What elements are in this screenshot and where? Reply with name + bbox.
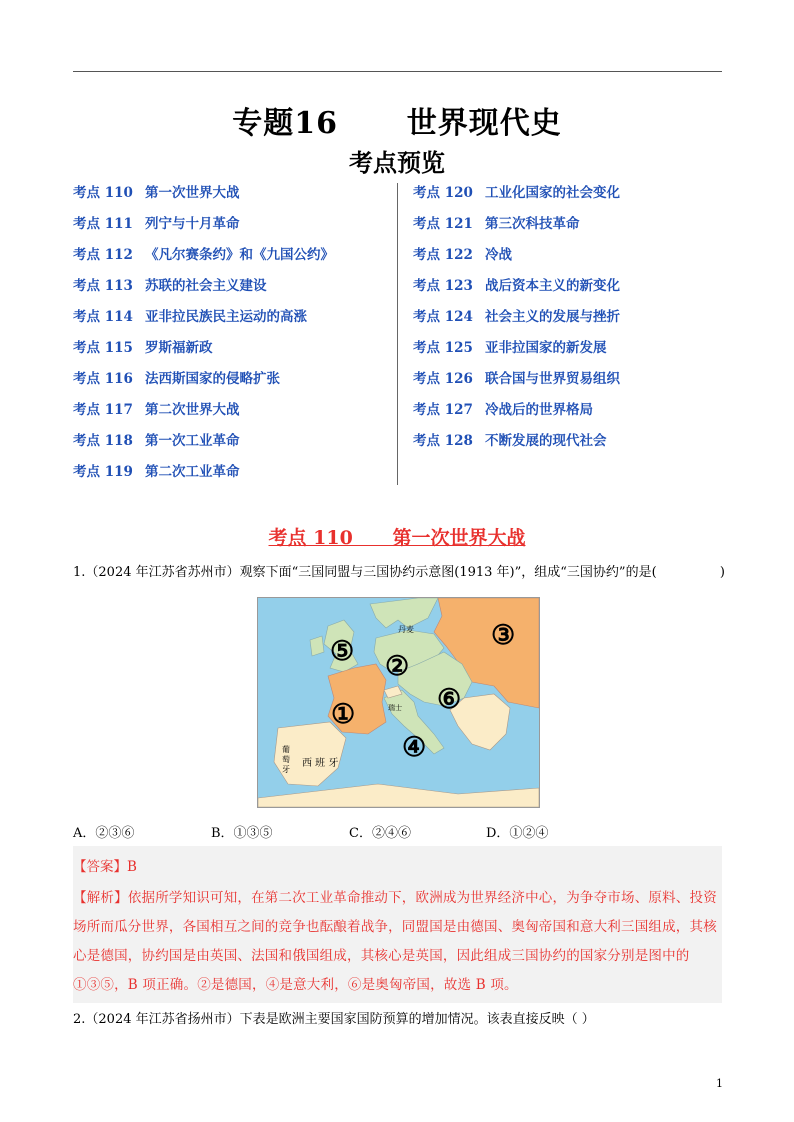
toc-item-code: 考点 123 bbox=[413, 278, 473, 294]
map-marker-1: ① bbox=[331, 699, 356, 730]
toc-right-item[interactable] bbox=[413, 213, 733, 244]
toc-item-code: 考点 119 bbox=[73, 464, 133, 480]
map-label-denmark: 丹麦 bbox=[398, 625, 414, 634]
toc-item-name: 第二次工业革命 bbox=[145, 464, 240, 480]
toc-item-name: 列宁与十月革命 bbox=[145, 216, 240, 232]
map-label-portugal-3: 牙 bbox=[282, 765, 290, 774]
europe-alliance-map bbox=[257, 597, 540, 808]
page-title: 专题16 世界现代史 bbox=[232, 106, 562, 141]
page-number: 1 bbox=[716, 1077, 723, 1090]
toc-right-item[interactable] bbox=[413, 430, 733, 461]
toc-item-code: 考点 113 bbox=[73, 278, 133, 294]
question-2-text: 2.（2024 年江苏省扬州市）下表是欧洲主要国家国防预算的增加情况。该表直接反映（ ） bbox=[73, 1012, 595, 1027]
toc-item-name: 罗斯福新政 bbox=[145, 340, 213, 356]
toc-right-item[interactable] bbox=[413, 306, 733, 337]
toc-item-name: 第三次科技革命 bbox=[485, 216, 580, 232]
analysis bbox=[73, 884, 722, 1000]
toc-item-code: 考点 121 bbox=[413, 216, 473, 232]
toc-item-name: 苏联的社会主义建设 bbox=[145, 278, 267, 294]
map-label-spain: 西 班 牙 bbox=[302, 758, 339, 769]
toc-left-item[interactable] bbox=[73, 399, 391, 430]
map-marker-2: ② bbox=[385, 651, 410, 682]
toc-item-name: 工业化国家的社会变化 bbox=[485, 185, 620, 201]
toc-right-column bbox=[413, 182, 733, 461]
map-ireland bbox=[310, 636, 324, 656]
option-d: D．①②④ bbox=[486, 826, 549, 841]
toc-item-code: 考点 128 bbox=[413, 433, 473, 449]
question-1-text: 1.（2024 年江苏省苏州市）观察下面“三国同盟与三国协约示意图(1913 年)”，组成“三国协约”的是( bbox=[73, 565, 657, 580]
toc-left-column bbox=[73, 182, 391, 492]
toc-right-item[interactable] bbox=[413, 275, 733, 306]
question-1-paren: ) bbox=[719, 565, 725, 580]
map-marker-4: ④ bbox=[402, 732, 427, 763]
option-b: B．①③⑤ bbox=[211, 826, 273, 841]
toc-item-code: 考点 126 bbox=[413, 371, 473, 387]
toc-item-code: 考点 117 bbox=[73, 402, 133, 418]
question-1 bbox=[73, 563, 725, 583]
toc-item-code: 考点 118 bbox=[73, 433, 133, 449]
toc-left-item[interactable] bbox=[73, 461, 391, 492]
toc-item-code: 考点 124 bbox=[413, 309, 473, 325]
top-rule bbox=[73, 71, 722, 72]
toc-item-name: 联合国与世界贸易组织 bbox=[485, 371, 620, 387]
toc-divider bbox=[397, 183, 398, 485]
question-2 bbox=[73, 1010, 725, 1030]
map-marker-5: ⑤ bbox=[330, 636, 355, 667]
toc-left-item[interactable] bbox=[73, 244, 391, 275]
section-heading bbox=[0, 523, 794, 550]
page-subtitle: 考点预览 bbox=[349, 148, 445, 177]
toc-item-name: 第一次世界大战 bbox=[145, 185, 240, 201]
answer-box bbox=[73, 846, 722, 1003]
map-label-portugal-1: 葡 bbox=[282, 745, 290, 754]
toc-item-name: 冷战 bbox=[485, 247, 512, 263]
analysis-text: 依据所学知识可知，在第二次工业革命推动下，欧洲成为世界经济中心，为争夺市场、原料、投资场所而瓜分世界，各国相互之间的竞争也酝酿着战争，同盟国是由德国、奥匈帝国和意大利三国组成，其核心是德国，协约国是由英国、法国和俄国组成，其核心是英国，因此组成三国协约的国家分别是图中的①③⑤，B 项正确。②是德国，④是意大利，⑥是奥匈帝国，故选 B 项。 bbox=[73, 890, 717, 993]
map-marker-6: ⑥ bbox=[437, 684, 462, 715]
map-north-africa bbox=[258, 784, 539, 807]
toc-item-code: 考点 110 bbox=[73, 185, 133, 201]
answer-line bbox=[73, 855, 137, 875]
map-marker-3: ③ bbox=[491, 620, 516, 651]
toc-right-item[interactable] bbox=[413, 244, 733, 275]
analysis-label: 【解析】 bbox=[73, 890, 128, 906]
map-label-switzerland: 瑞士 bbox=[388, 704, 402, 712]
toc-left-item[interactable] bbox=[73, 368, 391, 399]
toc-item-code: 考点 111 bbox=[73, 216, 133, 232]
answer-label: 【答案】 bbox=[73, 859, 127, 875]
toc-left-item[interactable] bbox=[73, 337, 391, 368]
answer-value: B bbox=[127, 859, 137, 875]
toc-item-name: 《凡尔赛条约》和《九国公约》 bbox=[145, 247, 334, 263]
toc-item-code: 考点 122 bbox=[413, 247, 473, 263]
toc-item-name: 亚非拉民族民主运动的高涨 bbox=[145, 309, 307, 325]
question-1-options bbox=[73, 822, 725, 844]
toc-item-name: 战后资本主义的新变化 bbox=[485, 278, 620, 294]
toc-item-code: 考点 116 bbox=[73, 371, 133, 387]
section-heading-text: 考点 110 第一次世界大战 bbox=[268, 527, 526, 549]
option-c: C．②④⑥ bbox=[349, 826, 411, 841]
toc-left-item[interactable] bbox=[73, 182, 391, 213]
toc-right-item[interactable] bbox=[413, 337, 733, 368]
toc-item-name: 社会主义的发展与挫折 bbox=[485, 309, 620, 325]
toc-item-code: 考点 125 bbox=[413, 340, 473, 356]
toc-right-item[interactable] bbox=[413, 399, 733, 430]
toc-item-name: 冷战后的世界格局 bbox=[485, 402, 593, 418]
toc-item-name: 法西斯国家的侵略扩张 bbox=[145, 371, 280, 387]
toc-item-name: 第二次世界大战 bbox=[145, 402, 240, 418]
toc-item-name: 亚非拉国家的新发展 bbox=[485, 340, 607, 356]
toc-left-item[interactable] bbox=[73, 213, 391, 244]
toc-item-code: 考点 127 bbox=[413, 402, 473, 418]
toc-item-code: 考点 120 bbox=[413, 185, 473, 201]
toc-left-item[interactable] bbox=[73, 275, 391, 306]
toc-item-code: 考点 115 bbox=[73, 340, 133, 356]
option-a: A．②③⑥ bbox=[73, 826, 135, 841]
toc-item-name: 不断发展的现代社会 bbox=[485, 433, 607, 449]
toc-item-code: 考点 112 bbox=[73, 247, 133, 263]
toc-item-code: 考点 114 bbox=[73, 309, 133, 325]
map-label-portugal-2: 萄 bbox=[282, 755, 290, 764]
toc-left-item[interactable] bbox=[73, 306, 391, 337]
toc-right-item[interactable] bbox=[413, 368, 733, 399]
toc-right-item[interactable] bbox=[413, 182, 733, 213]
toc-item-name: 第一次工业革命 bbox=[145, 433, 240, 449]
toc-left-item[interactable] bbox=[73, 430, 391, 461]
